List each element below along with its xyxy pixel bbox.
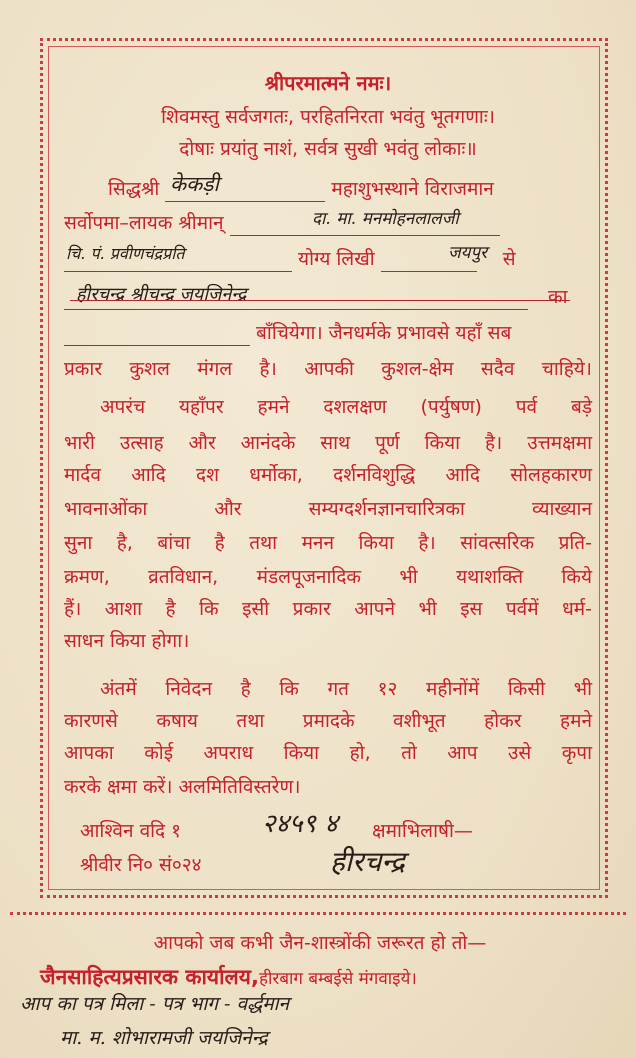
closing-line-3: आपका कोई अपराध किया हो, तो आप उसे कृपा bbox=[64, 742, 592, 764]
addressee-blank bbox=[64, 325, 250, 346]
verse-line-1: शिवमस्तु सर्वजगतः, परहितनिरता भवंतु भूतगणाः। bbox=[161, 106, 495, 128]
margin-note-line-2: मा. म. शोभारामजी जयजिनेन्द्र bbox=[60, 1027, 268, 1049]
bachiyega-text: बाँचियेगा। जैनधर्मके प्रभावसे यहाँ सब bbox=[256, 322, 512, 344]
verse-line-2: दोषाः प्रयांतु नाशं, सर्वत्र सुखी भवंतु लोकाः॥ bbox=[179, 138, 477, 160]
body-line-8: हैं। आशा है कि इसी प्रकार आपने भी इस पर्वमें धर्म- bbox=[64, 598, 592, 620]
closing-line-2: कारणसे कषाय तथा प्रमादके वशीभूत होकर हमने bbox=[64, 710, 592, 732]
ka-label: का bbox=[548, 286, 568, 308]
place-handwriting: केकड़ी bbox=[170, 172, 219, 196]
sarvopama-label: सर्वोपमा–लायक श्रीमान् bbox=[64, 212, 224, 234]
strike-line bbox=[70, 300, 570, 301]
footer-line-2 bbox=[40, 964, 630, 992]
closing-line-4: करके क्षमा करें। अलमितिविस्तरेण। bbox=[64, 776, 301, 798]
body-line-1: प्रकार कुशल मंगल है। आपकी कुशल-क्षेम सदैव चाहिये। bbox=[64, 358, 592, 380]
se-label: से bbox=[502, 248, 516, 270]
footer-dotted-rule bbox=[10, 912, 626, 915]
body-line-2: अपरंच यहाँपर हमने दशलक्षण (पर्युषण) पर्व बड़े bbox=[100, 396, 592, 418]
mahashubh-label: महाशुभस्थाने विराजमान bbox=[331, 178, 494, 200]
kshamabhilashi-label: क्षमाभिलाषी— bbox=[372, 820, 473, 842]
margin-note-line-1: आप का पत्र मिला - पत्र भाग - वर्द्धमान bbox=[20, 993, 290, 1015]
address-line-1 bbox=[64, 176, 592, 202]
footer-line-1: आपको जब कभी जैन-शास्त्रोंकी जरूरत हो तो— bbox=[153, 932, 487, 954]
body-line-4: मार्दव आदि दश धर्मोका, दर्शनविशुद्धि आदि सोलहकारण bbox=[64, 464, 592, 486]
signature-handwriting: हीरचन्द्र bbox=[330, 845, 405, 878]
date-handwriting: २४५९ ४ bbox=[262, 809, 338, 839]
date-line-1: आश्विन वदि १ bbox=[80, 820, 182, 842]
siddhashri-label: सिद्धश्री bbox=[108, 178, 160, 200]
body-line-7: क्रमण, व्रतविधान, मंडलपूजनादिक भी यथाशक्ति किये bbox=[64, 566, 592, 588]
closing-line-1: अंतमें निवेदन है कि गत १२ महीनोंमें किसी भी bbox=[100, 678, 592, 700]
chi-handwriting: चि. पं. प्रवीणचंद्रप्रति bbox=[66, 244, 185, 263]
sender-handwriting: हीरचन्द्र श्रीचन्द्र जयजिनेन्द्र bbox=[76, 284, 247, 305]
body-line-6: सुना है, बांचा है तथा मनन किया है। सांवत्सरिक प्रति- bbox=[64, 532, 592, 554]
publisher-address: हीरबाग बम्बईसे मंगवाइये। bbox=[258, 969, 417, 989]
name-handwriting: दा. मा. मनमोहनलालजी bbox=[312, 209, 459, 229]
body-line-5: भावनाओंका और सम्यग्दर्शनज्ञानचारित्रका व्याख्यान bbox=[64, 498, 592, 520]
from-handwriting: जयपुर bbox=[448, 243, 488, 263]
body-line-9: साधन किया होगा। bbox=[64, 630, 190, 652]
yogya-label: योग्य लिखी bbox=[298, 248, 375, 270]
address-line-5 bbox=[64, 320, 592, 346]
body-line-3: भारी उत्साह और आनंदके साथ पूर्ण किया है। उत्तमक्षमा bbox=[64, 432, 592, 454]
publisher-name: जैनसाहित्यप्रसारक कार्यालय, bbox=[40, 965, 259, 989]
invocation: श्रीपरमात्मने नमः। bbox=[264, 71, 392, 95]
date-line-2: श्रीवीर नि० सं०२४ bbox=[80, 854, 202, 876]
